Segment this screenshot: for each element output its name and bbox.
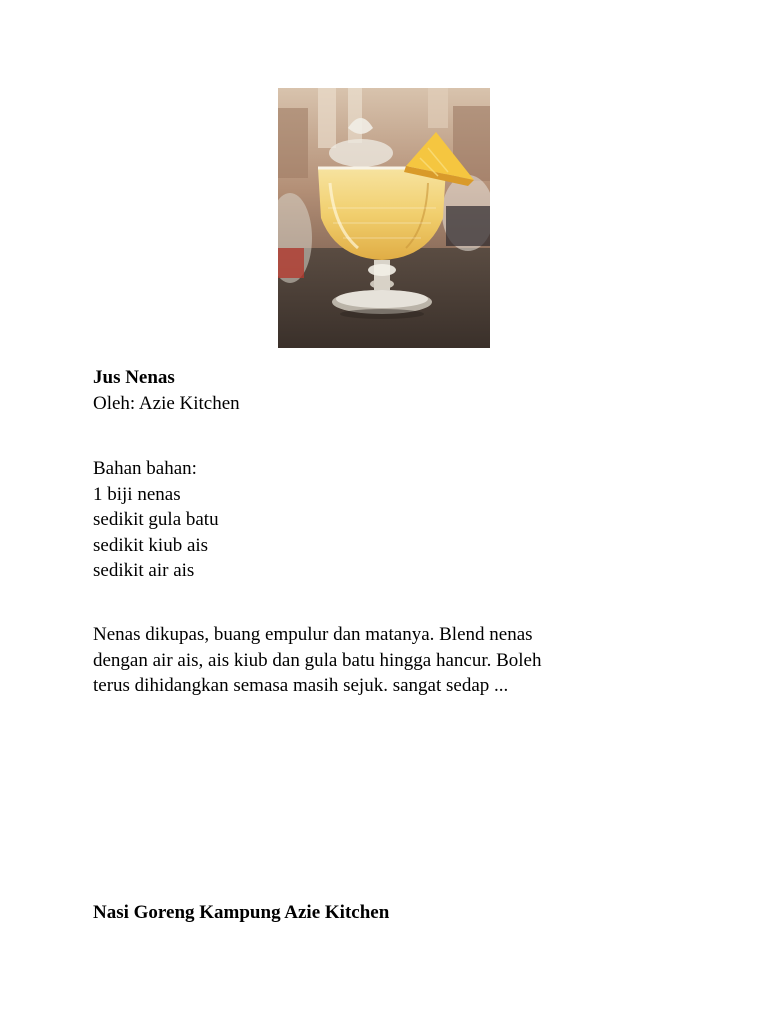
method-line: terus dihidangkan semasa masih sejuk. sangat sedap ... [93, 675, 509, 696]
recipe1-ingredients [93, 456, 219, 584]
juice-photo [278, 88, 490, 348]
recipe2-header [93, 900, 389, 926]
recipe1-author: Oleh: Azie Kitchen [93, 392, 240, 414]
ingredients-heading: Bahan bahan: [93, 458, 197, 479]
method-line: dengan air ais, ais kiub dan gula batu hingga hancur. Boleh [93, 649, 542, 671]
ingredient-item: sedikit kiub ais [93, 534, 209, 556]
recipe2-title: Nasi Goreng Kampung Azie Kitchen [93, 902, 390, 923]
recipe1-header [93, 365, 240, 416]
ingredient-item: sedikit air ais [93, 560, 195, 581]
recipe1-title: Jus Nenas [93, 367, 175, 388]
juice-illustration [278, 88, 490, 348]
ingredient-item: sedikit gula batu [93, 509, 219, 530]
ingredient-item: 1 biji nenas [93, 483, 181, 505]
method-line: Nenas dikupas, buang empulur dan matanya. Blend nenas [93, 624, 533, 645]
recipe1-method [93, 622, 653, 699]
